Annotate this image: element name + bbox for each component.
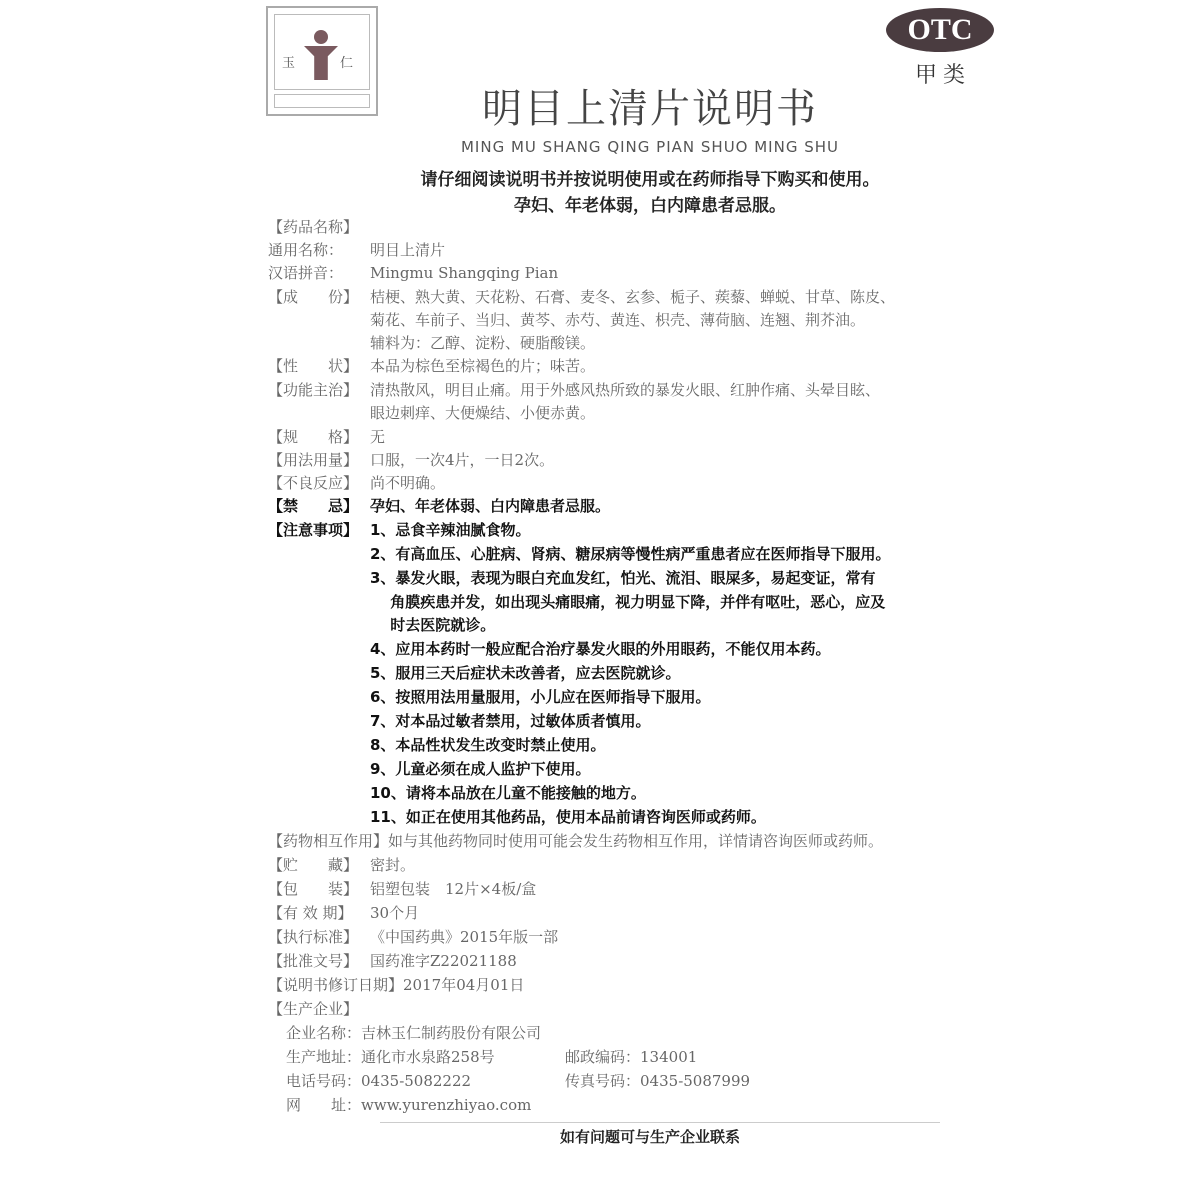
leaflet-row	[268, 451, 554, 469]
leaflet-row	[268, 521, 530, 539]
leaflet-row	[268, 616, 495, 634]
row-label: 【有 效 期】	[268, 904, 353, 922]
logo-text-right: 仁	[340, 56, 354, 71]
label: 生产地址：	[286, 1048, 362, 1066]
label: 传真号码：	[565, 1072, 641, 1090]
notice-read-carefully: 请仔细阅读说明书并按说明使用或在药师指导下购买和使用。	[420, 170, 880, 190]
row-label: 【功能主治】	[268, 381, 359, 399]
row-text: 角膜疾患并发，如出现头痛眼痛，视力明显下降，并伴有呕吐，恶心，应及	[370, 593, 886, 611]
leaflet-row	[268, 736, 605, 754]
row-text: 8、本品性状发生改变时禁止使用。	[370, 736, 606, 754]
leaflet-row	[268, 760, 590, 778]
document-pinyin-title: MING MU SHANG QING PIAN SHUO MING SHU	[460, 138, 839, 156]
website: www.yurenzhiyao.com	[361, 1096, 532, 1114]
row-text: 《中国药典》2015年版一部	[370, 928, 559, 946]
leaflet-row	[268, 856, 415, 874]
leaflet-row	[268, 545, 890, 563]
leaflet-row	[268, 712, 650, 730]
leaflet-row	[268, 904, 419, 922]
row-text: 菊花、车前子、当归、黄芩、赤芍、黄连、枳壳、薄荷脑、连翘、荆芥油。	[370, 311, 866, 329]
otc-class: 甲类	[915, 63, 972, 88]
leaflet-row	[268, 808, 766, 826]
row-label: 【贮 藏】	[268, 856, 359, 874]
row-text: 眼边刺痒、大便燥结、小便赤黄。	[370, 404, 596, 422]
row-label: 【规 格】	[268, 428, 359, 446]
website-row	[286, 1096, 531, 1114]
leaflet-row	[268, 497, 610, 515]
row-text: 国药准字Z22021188	[370, 952, 517, 970]
row-text: 孕妇、年老体弱、白内障患者忌服。	[370, 497, 611, 515]
row-text: 无	[370, 428, 386, 446]
row-text: 7、对本品过敏者禁用，过敏体质者慎用。	[370, 712, 651, 730]
row-text: 密封。	[370, 856, 416, 874]
row-label: 【用法用量】	[268, 451, 359, 469]
phone-row	[286, 1072, 471, 1090]
leaflet-row	[268, 381, 880, 399]
row-text: 30个月	[370, 904, 420, 922]
leaflet-row	[268, 640, 830, 658]
leaflet-row	[268, 593, 885, 611]
logo-text-left: 玉	[282, 56, 296, 71]
label: 邮政编码：	[565, 1048, 641, 1066]
row-label: 【包 装】	[268, 880, 359, 898]
row-text: 辅料为：乙醇、淀粉、硬脂酸镁。	[370, 334, 596, 352]
row-text: 3、暴发火眼，表现为眼白充血发红，怕光、流泪、眼屎多，易起变证，常有	[370, 569, 876, 587]
leaflet-row	[268, 952, 517, 970]
notice-contraindication: 孕妇、年老体弱，白内障患者忌服。	[514, 196, 786, 216]
row-text: 2、有高血压、心脏病、肾病、糖尿病等慢性病严重患者应在医师指导下服用。	[370, 545, 891, 563]
leaflet-row	[268, 976, 524, 994]
row-text: 9、儿童必须在成人监护下使用。	[370, 760, 591, 778]
leaflet-row	[268, 404, 595, 422]
row-text: 尚不明确。	[370, 474, 446, 492]
label: 企业名称：	[286, 1024, 362, 1042]
otc-badge: OTC	[886, 8, 994, 52]
row-text: 口服，一次4片，一日2次。	[370, 451, 555, 469]
row-label: 【成 份】	[268, 288, 359, 306]
row-label: 【不良反应】	[268, 474, 359, 492]
leaflet-row	[268, 264, 558, 282]
leaflet-row	[268, 1000, 370, 1018]
fax-row	[565, 1072, 750, 1090]
row-text: 11、如正在使用其他药品，使用本品前请咨询医师或药师。	[370, 808, 766, 826]
row-label: 【性 状】	[268, 357, 359, 375]
row-text: 明目上清片	[370, 241, 446, 259]
row-text: 10、请将本品放在儿童不能接触的地方。	[370, 784, 646, 802]
leaflet-row	[268, 218, 370, 236]
row-text: 5、服用三天后症状未改善者，应去医院就诊。	[370, 664, 681, 682]
leaflet-row	[268, 288, 895, 306]
leaflet-row	[268, 880, 536, 898]
leaflet-row	[268, 241, 445, 259]
leaflet-row	[268, 688, 710, 706]
row-label: 汉语拼音：	[268, 264, 344, 282]
leaflet-row	[268, 311, 865, 329]
company-address-row	[286, 1048, 495, 1066]
company-name-row	[286, 1024, 541, 1042]
document-title: 明目上清片说明书	[482, 86, 818, 132]
fax: 0435-5087999	[640, 1072, 751, 1090]
row-label: 通用名称：	[268, 241, 344, 259]
label: 电话号码：	[286, 1072, 362, 1090]
company-address: 通化市水泉路258号	[361, 1048, 495, 1066]
leaflet-row	[268, 664, 680, 682]
row-text: 清热散风，明目止痛。用于外感风热所致的暴发火眼、红肿作痛、头晕目眩、	[370, 381, 881, 399]
footer-contact: 如有问题可与生产企业联系	[559, 1128, 740, 1146]
row-text: 1、忌食辛辣油腻食物。	[370, 521, 531, 539]
row-label: 【生产企业】	[268, 1000, 359, 1018]
phone: 0435-5082222	[361, 1072, 472, 1090]
leaflet-row	[268, 928, 558, 946]
leaflet-row	[268, 357, 595, 375]
row-text: 桔梗、熟大黄、天花粉、石膏、麦冬、玄参、栀子、蒺藜、蝉蜕、甘草、陈皮、	[370, 288, 896, 306]
leaflet-row	[268, 784, 646, 802]
leaflet-row	[268, 474, 445, 492]
row-text: Mingmu Shangqing Pian	[370, 264, 559, 282]
postcode: 134001	[640, 1048, 698, 1066]
row-label: 【药物相互作用】	[268, 832, 389, 850]
row-text: 6、按照用法用量服用，小儿应在医师指导下服用。	[370, 688, 711, 706]
row-text: 铝塑包装 12片×4板/盒	[370, 880, 537, 898]
leaflet-row	[268, 569, 875, 587]
row-label: 【药品名称】	[268, 218, 359, 236]
leaflet-row	[268, 428, 385, 446]
postcode-row	[565, 1048, 697, 1066]
leaflet-row	[268, 334, 595, 352]
row-label: 【注意事项】	[268, 521, 359, 539]
row-label: 【禁 忌】	[268, 497, 359, 515]
divider	[380, 1122, 940, 1123]
label: 网 址：	[286, 1096, 362, 1114]
row-label: 【执行标准】	[268, 928, 359, 946]
row-text: 时去医院就诊。	[370, 616, 496, 634]
row-label: 【说明书修订日期】	[268, 976, 404, 994]
leaflet-row	[268, 832, 883, 850]
row-label: 【批准文号】	[268, 952, 359, 970]
row-text: 如与其他药物同时使用可能会发生药物相互作用，详情请咨询医师或药师。	[388, 832, 884, 850]
row-text: 4、应用本药时一般应配合治疗暴发火眼的外用眼药，不能仅用本药。	[370, 640, 831, 658]
row-text: 本品为棕色至棕褐色的片；味苦。	[370, 357, 596, 375]
row-text: 2017年04月01日	[403, 976, 525, 994]
company-name: 吉林玉仁制药股份有限公司	[361, 1024, 542, 1042]
